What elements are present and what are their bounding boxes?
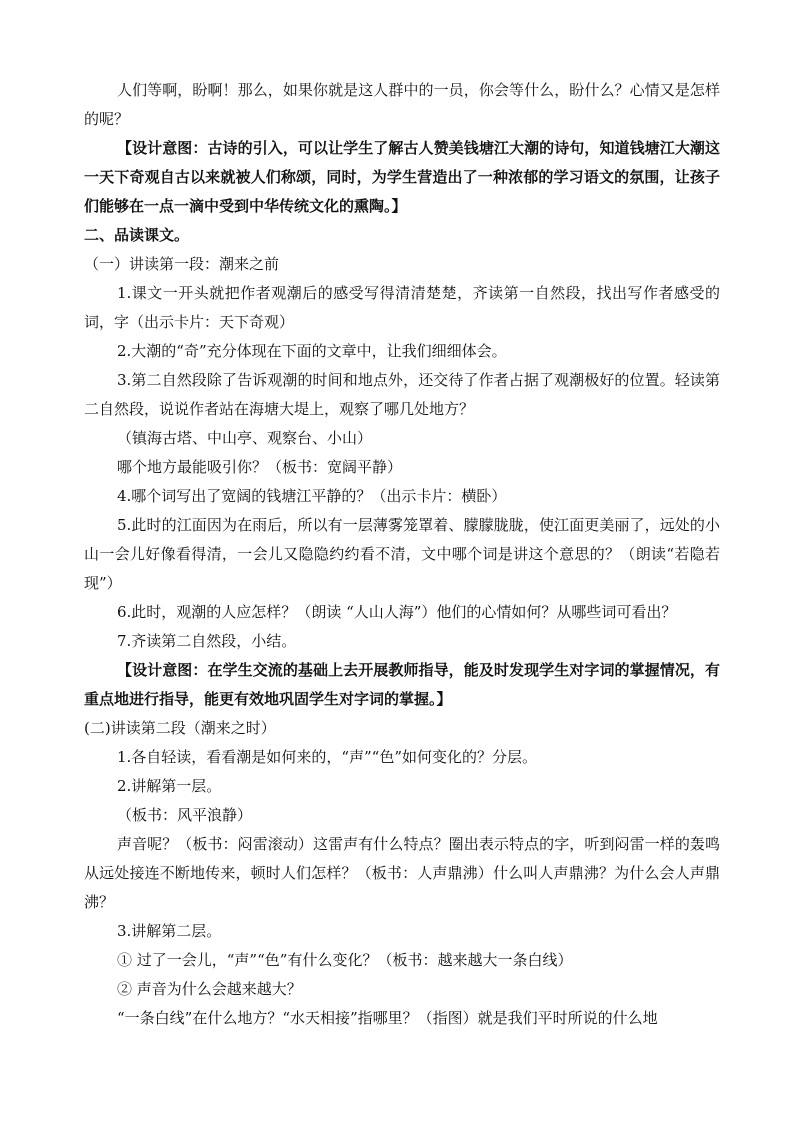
question-item: 1.课文一开头就把作者观潮后的感受写得清清楚楚，齐读第一自然段，找出写作者感受的词，字（出示卡片：天下奇观）: [84, 284, 720, 331]
sub-step-item: ① 过了一会儿，“声”“色”有什么变化？（板书：越来越大一条白线）: [117, 951, 573, 969]
paragraph: 人们等啊，盼啊！那么，如果你就是这人群中的一员，你会等什么，盼什么？心情又是怎样的呢？: [84, 81, 720, 128]
step-item: 3.讲解第二层。: [117, 922, 222, 940]
question-item: 7.齐读第二自然段，小结。: [117, 632, 297, 650]
question-item: 4.哪个词写出了宽阔的钱塘江平静的？（出示卡片：横卧）: [117, 487, 507, 505]
answer-note: （镇海古塔、中山亭、观察台、小山）: [117, 429, 373, 447]
document-page: [84, 76, 720, 1033]
paragraph: 哪个地方最能吸引你？（板书：宽阔平静）: [117, 458, 403, 476]
subsection-heading: （一）讲读第一段：潮来之前: [84, 255, 280, 273]
sub-step-item: ② 声音为什么会越来越大？: [117, 980, 302, 998]
question-item: 2.大潮的“奇”充分体现在下面的文章中，让我们细细体会。: [117, 342, 507, 360]
board-note: （板书：风平浪静）: [117, 806, 253, 824]
question-item: 3.第二自然段除了告诉观潮的时间和地点外，还交待了作者占据了观潮极好的位置。轻读第二自然段，说说作者站在海塘大堤上，观察了哪几处地方？: [84, 371, 720, 418]
design-intent-note: 【设计意图：在学生交流的基础上去开展教师指导，能及时发现学生对字词的掌握情况，有重点地进行指导，能更有效地巩固学生对字词的掌握。】: [84, 661, 720, 708]
step-item: 1.各自轻读，看看潮是如何来的，“声”“色”如何变化的？分层。: [117, 748, 537, 766]
question-item: 6.此时，观潮的人应怎样？（朗读 “人山人海”）他们的心情如何？从哪些词可看出？: [117, 603, 677, 621]
section-heading: 二、品读课文。: [84, 226, 190, 244]
design-intent-note: 【设计意图：古诗的引入，可以让学生了解古人赞美钱塘江大潮的诗句，知道钱塘江大潮这一天下奇观自古以来就被人们称颂，同时，为学生营造出了一种浓郁的学习语文的氛围，让孩子们能够在一点一滴中受到中华传统文化的熏陶。】: [84, 139, 720, 215]
question-item: 5.此时的江面因为在雨后，所以有一层薄雾笼罩着、朦朦胧胧，使江面更美丽了，远处的小山一会儿好像看得清，一会儿又隐隐约约看不清，文中哪个词是讲这个意思的？（朗读“若隐若现”）: [84, 516, 720, 592]
step-item: 2.讲解第一层。: [117, 777, 222, 795]
paragraph: 声音呢？（板书：闷雷滚动）这雷声有什么特点？圈出表示特点的字，听到闷雷一样的轰鸣从远处接连不断地传来，顿时人们怎样？（板书：人声鼎沸）什么叫人声鼎沸？为什么会人声鼎沸？: [84, 835, 720, 911]
paragraph: “一条白线”在什么地方？“水天相接”指哪里？（指图）就是我们平时所说的什么地: [117, 1009, 658, 1027]
subsection-heading: (二)讲读第二段（潮来之时）: [84, 719, 276, 737]
